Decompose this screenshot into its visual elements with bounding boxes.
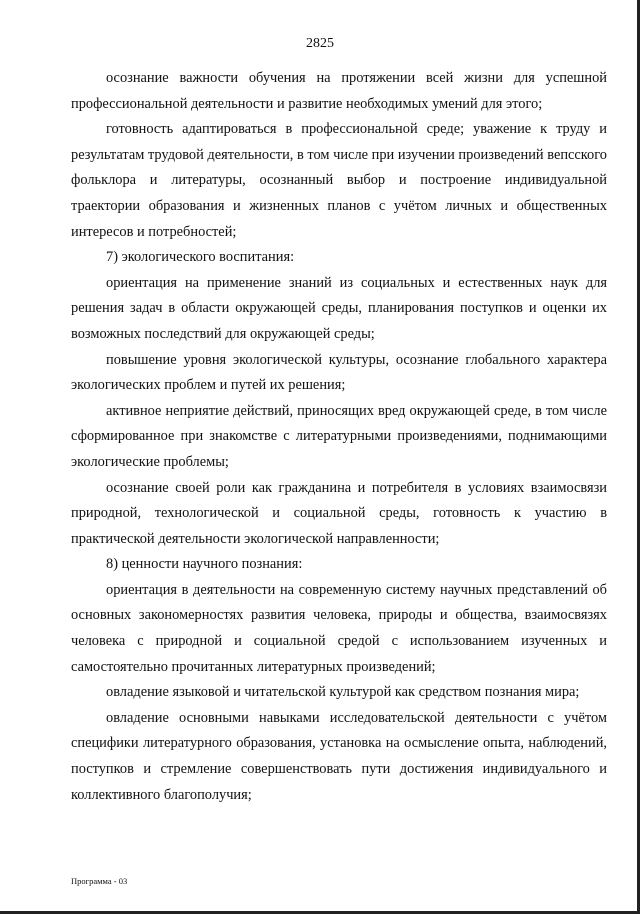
paragraph: овладение основными навыками исследовательской деятельности с учётом специфики литературного образования, установка на осмысление опыта, наблюдений, поступков и стремление совершенствовать пути достижения индивидуального и коллективного благополучия; [71,709,607,803]
section-heading: 7) экологического воспитания: [106,249,295,266]
section-heading: 8) ценности научного познания: [106,556,303,573]
paragraph: ориентация в деятельности на современную систему научных представлений об основных закономерностях развития человека, природы и общества, взаимосвязях человека с природной и социальной средой с использованием изученных и самостоятельно прочитанных литературных произведений; [71,581,607,675]
paragraph: осознание важности обучения на протяжении всей жизни для успешной профессиональной деятельности и развитие необходимых умений для этого; [71,70,607,112]
document-body [71,66,607,808]
paragraph: осознание своей роли как гражданина и потребителя в условиях взаимосвязи природной, технологической и социальной среды, готовность к участию в практической деятельности экологической направленности; [71,479,607,547]
page-number: 2825 [306,36,334,51]
paragraph: готовность адаптироваться в профессиональной среде; уважение к труду и результатам трудовой деятельности, в том числе при изучении произведений вепсского фольклора и литературы, осознанный выбор и построение индивидуальной траектории образования и жизненных планов с учётом личных и общественных интересов и потребностей; [71,121,607,240]
paragraph: овладение языковой и читательской культурой как средством познания мира; [106,684,580,701]
paragraph: повышение уровня экологической культуры, осознание глобального характера экологических проблем и путей их решения; [71,351,607,394]
paragraph: активное неприятие действий, приносящих вред окружающей среде, в том числе сформированное при знакомстве с литературными произведениями, поднимающими экологические проблемы; [71,402,607,470]
paragraph: ориентация на применение знаний из социальных и естественных наук для решения задач в области окружающей среды, планирования поступков и оценки их возможных последствий для окружающей среды; [71,274,607,342]
footer-note: Программа - 03 [71,876,128,886]
